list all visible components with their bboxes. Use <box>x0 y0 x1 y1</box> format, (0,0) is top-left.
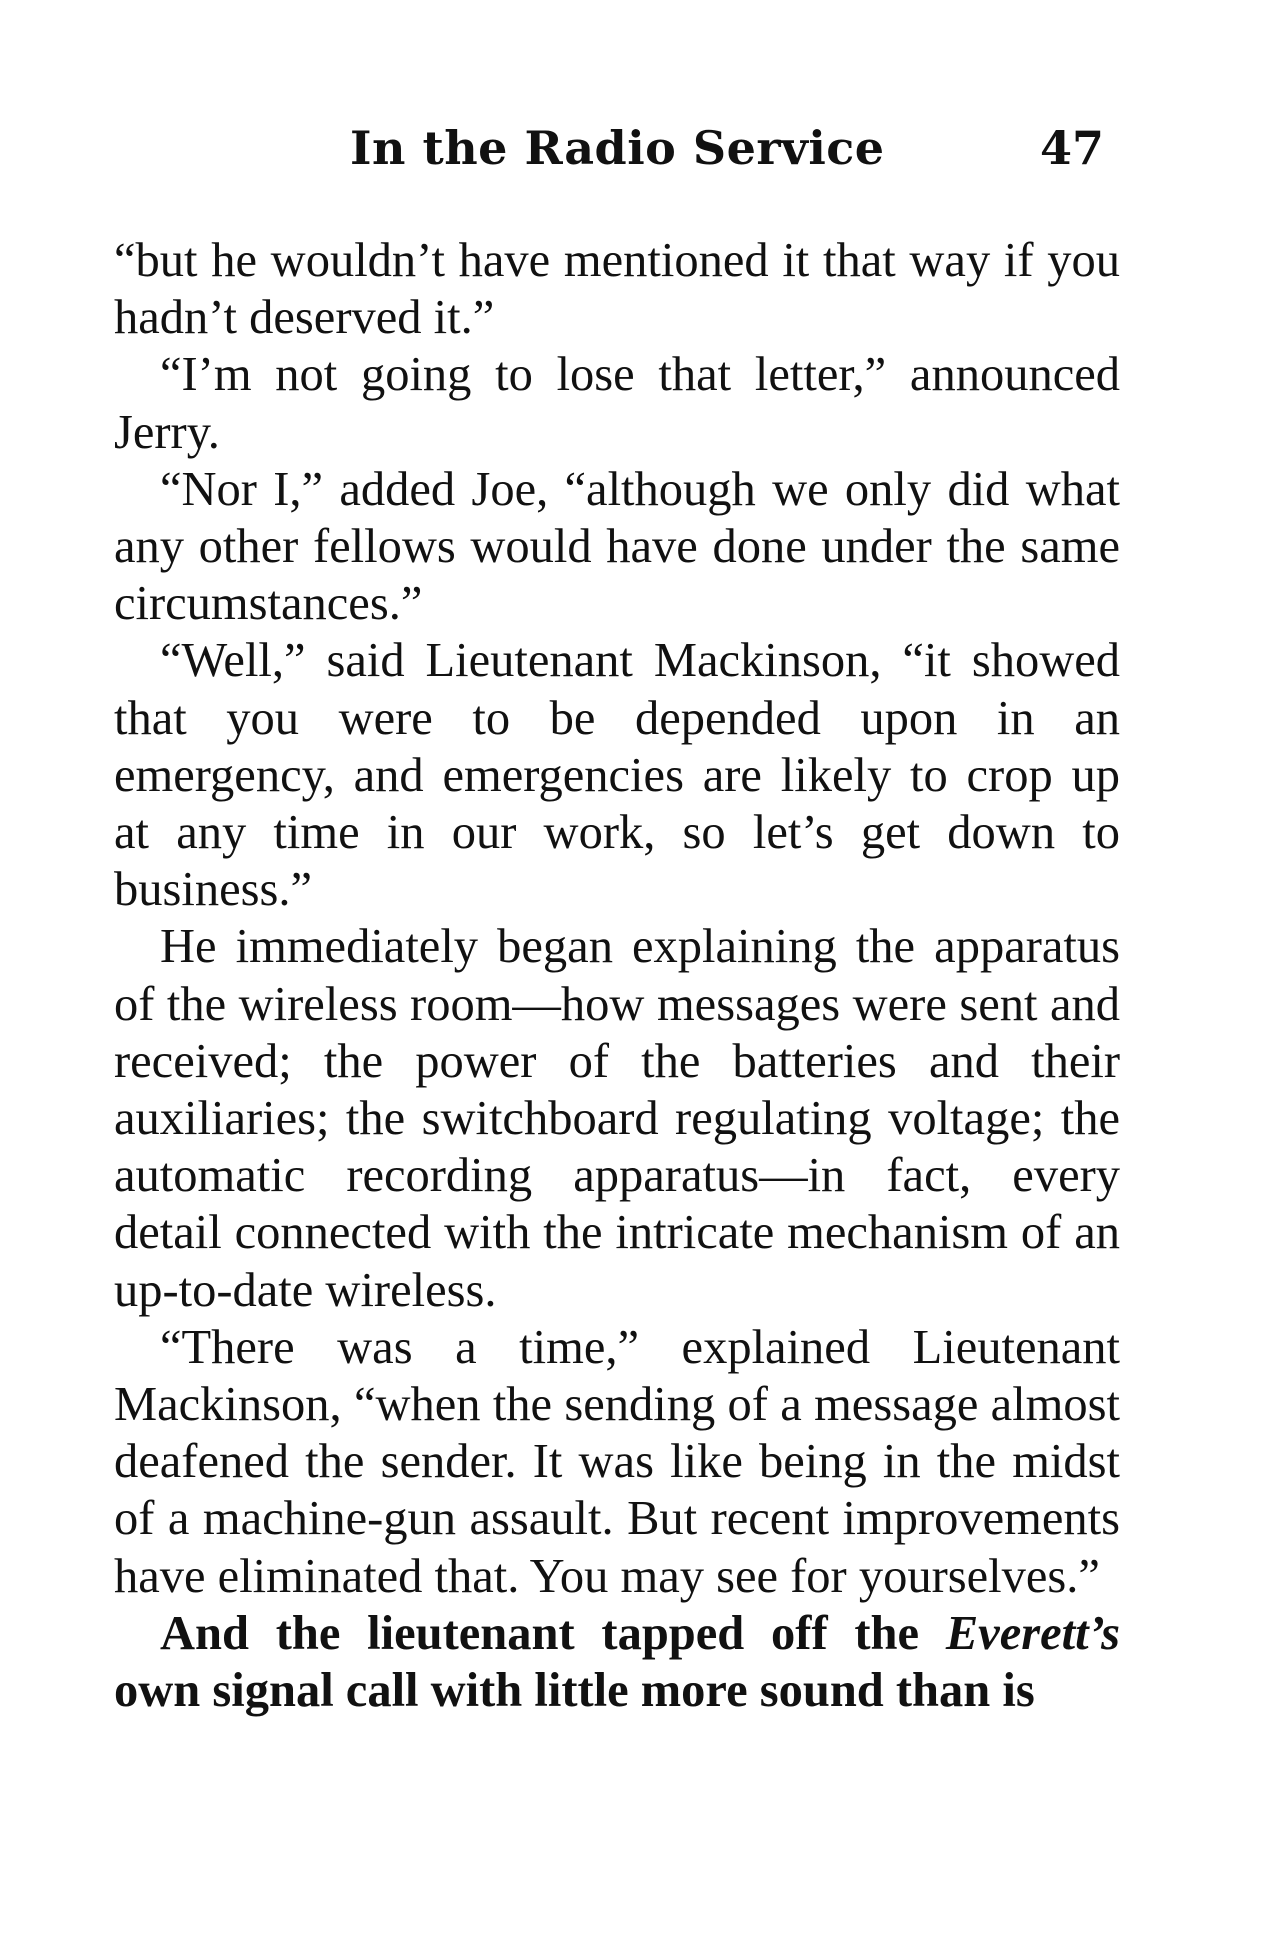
paragraph-7 <box>114 1605 1120 1719</box>
paragraph-3: “Nor I,” added Joe, “although we only did what any other fellows would have done under the same circumstances.” <box>114 462 1120 631</box>
paragraph-1: “but he wouldn’t have mentioned it that way if you hadn’t deserved it.” <box>114 234 1120 345</box>
paragraph-4: “Well,” said Lieutenant Mackinson, “it showed that you were to be depended upon in an emergency, and emergencies are likely to crop up at any time in our work, so let’s get down to business.” <box>114 634 1120 917</box>
running-title: In the Radio Service <box>350 121 885 175</box>
paragraph-6: “There was a time,” explained Lieutenant Mackinson, “when the sending of a message almost deafened the sender. It was like being in the midst of a machine-gun assault. But recent improvements have eliminated that. You may see for yourselves.” <box>114 1320 1120 1603</box>
page-header <box>0 118 1264 188</box>
paragraph-5: He immediately began explaining the apparatus of the wireless room—how messages were sent and received; the power of the batteries and their auxiliaries; the switchboard regulating voltage; the automatic recording apparatus—in fact, every detail connected with the intricate mechanism of an up-to-date wireless. <box>114 920 1120 1317</box>
body-text <box>114 232 1120 1719</box>
paragraph-2: “I’m not going to lose that letter,” announced Jerry. <box>114 348 1120 459</box>
paragraph-7-before: And the lieutenant tapped off the <box>160 1606 946 1660</box>
page-number: 47 <box>1040 121 1105 175</box>
ship-name: Everett’s <box>945 1606 1120 1660</box>
paragraph-7-after: own signal call with little more sound than is <box>114 1664 1035 1718</box>
